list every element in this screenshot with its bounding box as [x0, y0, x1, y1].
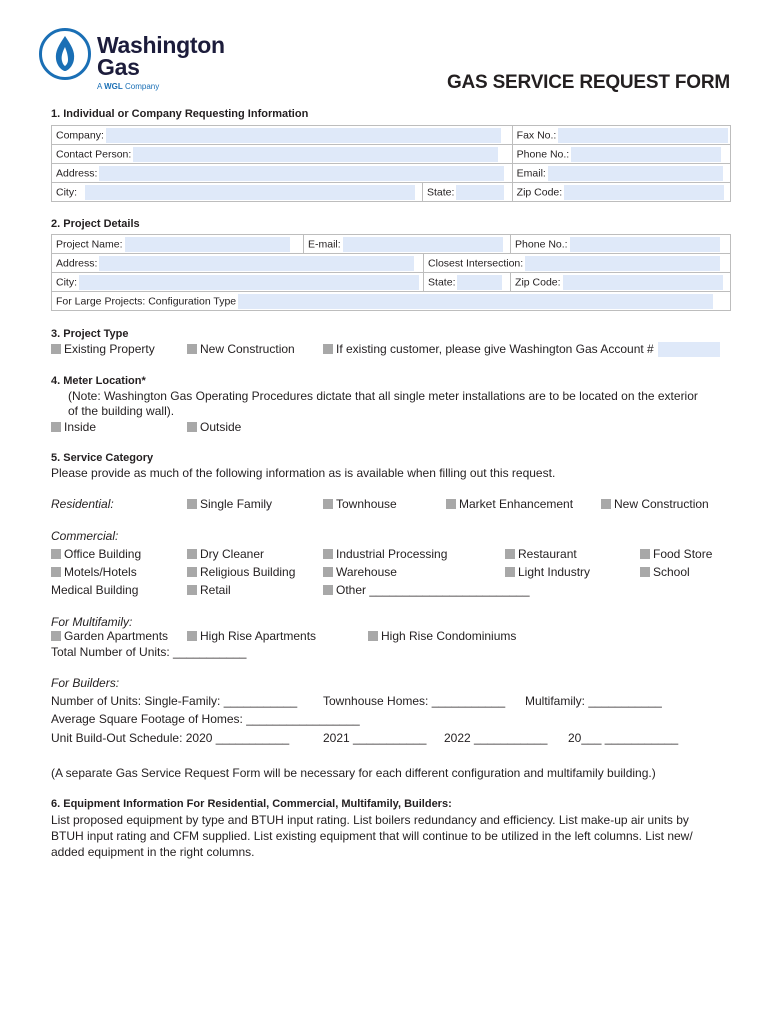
checkbox[interactable]: [51, 631, 61, 641]
new-construction-option[interactable]: New Construction: [187, 342, 295, 356]
checkbox[interactable]: [640, 549, 650, 559]
section4-title: 4. Meter Location*: [51, 375, 146, 387]
multifamily-high-rise-apartments[interactable]: High Rise Apartments: [187, 629, 316, 643]
multifamily-high-rise-condominiums[interactable]: High Rise Condominiums: [368, 629, 516, 643]
project-email-field[interactable]: [343, 237, 503, 252]
checkbox[interactable]: [505, 549, 515, 559]
inside-option[interactable]: Inside: [51, 420, 96, 434]
closest-intersection-field[interactable]: [525, 256, 720, 271]
multifamily-garden-apartments[interactable]: Garden Apartments: [51, 629, 168, 643]
checkbox[interactable]: [51, 567, 61, 577]
project-city-field[interactable]: [79, 275, 419, 290]
contact-person-field[interactable]: [133, 147, 498, 162]
commercial-label: Commercial:: [51, 529, 119, 543]
project-table: Project Name: E-mail: Phone No.: Address: Closest Intersection: City: State: Zip Code: For Large Projects: Configuration Type: [51, 234, 731, 311]
washington-gas-logo-icon: [38, 27, 92, 81]
checkbox[interactable]: [446, 499, 456, 509]
existing-property-checkbox[interactable]: [51, 344, 61, 354]
fax-field[interactable]: [558, 128, 728, 143]
section6-title: 6. Equipment Information For Residential, Commercial, Multifamily, Builders:: [51, 798, 452, 810]
total-units-field[interactable]: Total Number of Units: ___________: [51, 645, 247, 659]
residential-townhouse[interactable]: Townhouse: [323, 497, 397, 511]
section5-title: 5. Service Category: [51, 452, 154, 464]
units-townhouse-field[interactable]: Townhouse Homes: ___________: [323, 694, 506, 708]
existing-customer-checkbox[interactable]: [323, 344, 333, 354]
commercial-light-industry[interactable]: Light Industry: [505, 565, 590, 579]
email-field[interactable]: [548, 166, 723, 181]
inside-checkbox[interactable]: [51, 422, 61, 432]
schedule-2022-field[interactable]: 2022 ___________: [444, 731, 548, 745]
brand-name: Washington Gas: [97, 32, 225, 80]
section2-title: 2. Project Details: [51, 218, 140, 230]
section3-title: 3. Project Type: [51, 328, 129, 340]
project-phone-field[interactable]: [570, 237, 720, 252]
new-construction-checkbox[interactable]: [187, 344, 197, 354]
meter-note-line1: (Note: Washington Gas Operating Procedures dictate that all single meter installations are to be located on the exterior: [68, 389, 698, 403]
commercial-food-store[interactable]: Food Store: [640, 547, 712, 561]
service-category-intro: Please provide as much of the following information as is available when filling out this request.: [51, 466, 556, 480]
units-single-family-field[interactable]: Number of Units: Single-Family: ___________: [51, 694, 298, 708]
outside-option[interactable]: Outside: [187, 420, 241, 434]
schedule-20xx-field[interactable]: 20___ ___________: [568, 731, 679, 745]
project-zip-field[interactable]: [563, 275, 723, 290]
commercial-medical-building[interactable]: Medical Building: [51, 583, 139, 597]
checkbox[interactable]: [323, 585, 333, 595]
residential-single-family[interactable]: Single Family: [187, 497, 272, 511]
equipment-instructions: List proposed equipment by type and BTUH input rating. List boilers redundancy and efficiency. List make-up air units by BTUH input rating and CFM supplied. List existing equipment that will continue to be utilized in the left columns. List new/ added equipment in the right columns.: [51, 813, 693, 859]
checkbox[interactable]: [323, 549, 333, 559]
address-field[interactable]: [99, 166, 504, 181]
commercial-restaurant[interactable]: Restaurant: [505, 547, 577, 561]
outside-checkbox[interactable]: [187, 422, 197, 432]
commercial-warehouse[interactable]: Warehouse: [323, 565, 397, 579]
average-square-footage-field[interactable]: Average Square Footage of Homes: _________________: [51, 712, 360, 726]
schedule-2020-field[interactable]: Unit Build-Out Schedule: 2020 ___________: [51, 731, 290, 745]
commercial-other[interactable]: Other ________________________: [323, 583, 530, 597]
units-multifamily-field[interactable]: Multifamily: ___________: [525, 694, 662, 708]
commercial-office-building[interactable]: Office Building: [51, 547, 141, 561]
zip-field[interactable]: [564, 185, 724, 200]
phone-field[interactable]: [571, 147, 721, 162]
configuration-type-field[interactable]: [238, 294, 713, 309]
commercial-religious-building[interactable]: Religious Building: [187, 565, 295, 579]
account-number-field[interactable]: [658, 342, 720, 357]
residential-new-construction[interactable]: New Construction: [601, 497, 709, 511]
section1-title: 1. Individual or Company Requesting Information: [51, 108, 309, 120]
checkbox[interactable]: [187, 499, 197, 509]
existing-customer-option[interactable]: If existing customer, please give Washington Gas Account #: [323, 342, 720, 357]
checkbox[interactable]: [368, 631, 378, 641]
checkbox[interactable]: [187, 567, 197, 577]
separate-form-note: (A separate Gas Service Request Form will be necessary for each different configuration and multifamily building.): [51, 766, 656, 780]
project-name-field[interactable]: [125, 237, 290, 252]
state-field[interactable]: [456, 185, 504, 200]
checkbox[interactable]: [187, 549, 197, 559]
checkbox[interactable]: [601, 499, 611, 509]
residential-market-enhancement[interactable]: Market Enhancement: [446, 497, 573, 511]
existing-property-option[interactable]: Existing Property: [51, 342, 155, 356]
project-state-field[interactable]: [457, 275, 502, 290]
multifamily-label: For Multifamily:: [51, 615, 133, 629]
checkbox[interactable]: [187, 631, 197, 641]
checkbox[interactable]: [505, 567, 515, 577]
checkbox[interactable]: [51, 549, 61, 559]
requester-table: Company: Fax No.: Contact Person: Phone No.: Address: Email: City: State: Zip Code:: [51, 125, 731, 202]
checkbox[interactable]: [323, 499, 333, 509]
brand-subtitle: A WGL Company: [97, 82, 160, 91]
commercial-retail[interactable]: Retail: [187, 583, 231, 597]
commercial-motels-hotels[interactable]: Motels/Hotels: [51, 565, 137, 579]
city-field[interactable]: [85, 185, 415, 200]
checkbox[interactable]: [640, 567, 650, 577]
checkbox[interactable]: [323, 567, 333, 577]
commercial-industrial-processing[interactable]: Industrial Processing: [323, 547, 447, 561]
commercial-dry-cleaner[interactable]: Dry Cleaner: [187, 547, 264, 561]
builders-label: For Builders:: [51, 676, 120, 690]
schedule-2021-field[interactable]: 2021 ___________: [323, 731, 427, 745]
commercial-school[interactable]: School: [640, 565, 690, 579]
meter-note-line2: of the building wall).: [68, 404, 175, 418]
project-address-field[interactable]: [99, 256, 414, 271]
form-title: GAS SERVICE REQUEST FORM: [446, 72, 730, 93]
checkbox[interactable]: [187, 585, 197, 595]
company-field[interactable]: [106, 128, 501, 143]
residential-label: Residential:: [51, 497, 114, 511]
